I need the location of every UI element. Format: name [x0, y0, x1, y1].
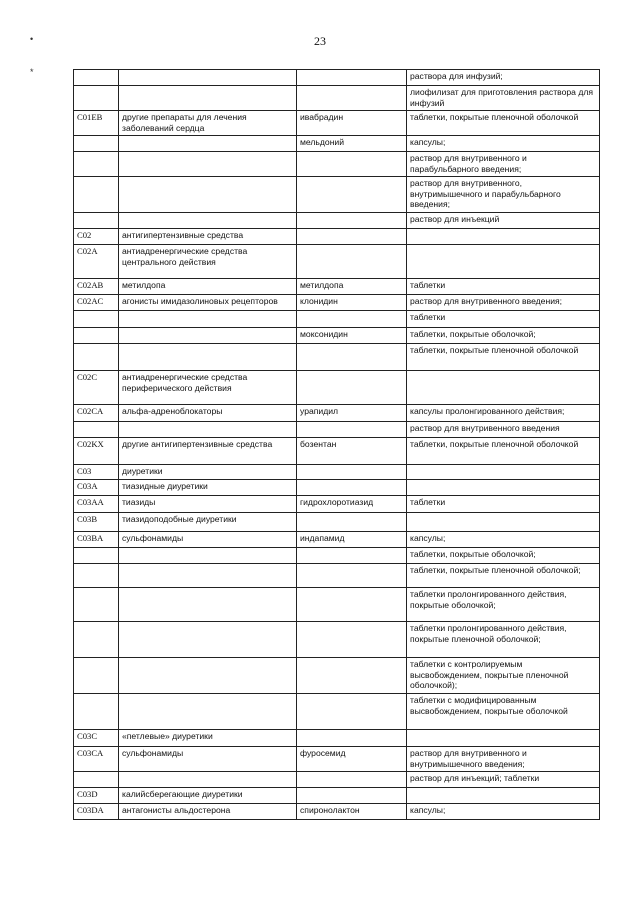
drug-table-body: [74, 70, 600, 820]
inn-cell: [297, 177, 407, 213]
group-name-cell: другие антигипертензивные средства: [119, 438, 297, 465]
table-row: [74, 788, 600, 804]
atc-code-cell: [74, 344, 119, 371]
inn-cell: [297, 480, 407, 496]
dosage-form-cell: капсулы;: [407, 532, 600, 548]
group-name-cell: [119, 213, 297, 229]
group-name-cell: метилдопа: [119, 279, 297, 295]
inn-cell: [297, 772, 407, 788]
page-number: 23: [314, 34, 326, 48]
inn-cell: [297, 588, 407, 622]
inn-cell: [297, 465, 407, 480]
group-name-cell: другие препараты для лечения заболеваний сердца: [119, 111, 297, 136]
atc-code-cell: C03CA: [74, 747, 119, 772]
group-name-cell: «петлевые» диуретики: [119, 730, 297, 747]
group-name-cell: [119, 136, 297, 152]
atc-code-cell: C02CA: [74, 405, 119, 422]
atc-code-cell: [74, 658, 119, 694]
inn-cell: [297, 694, 407, 730]
table-row: [74, 136, 600, 152]
inn-cell: [297, 213, 407, 229]
dosage-form-cell: [407, 480, 600, 496]
table-row: [74, 152, 600, 177]
dosage-form-cell: таблетки с контролируемым высвобождением, покрытые пленочной оболочкой);: [407, 658, 600, 694]
table-row: [74, 86, 600, 111]
group-name-cell: диуретики: [119, 465, 297, 480]
dosage-form-cell: раствор для внутривенного введения;: [407, 295, 600, 311]
dosage-form-cell: раствор для инъекций; таблетки: [407, 772, 600, 788]
dosage-form-cell: [407, 371, 600, 405]
group-name-cell: тиазидные диуретики: [119, 480, 297, 496]
atc-code-cell: [74, 152, 119, 177]
inn-cell: [297, 730, 407, 747]
scan-dot: •: [30, 34, 34, 44]
drug-table: [73, 69, 600, 820]
table-row: [74, 422, 600, 438]
inn-cell: [297, 422, 407, 438]
inn-cell: гидрохлоротиазид: [297, 496, 407, 513]
dosage-form-cell: таблетки, покрытые оболочкой;: [407, 328, 600, 344]
inn-cell: моксонидин: [297, 328, 407, 344]
atc-code-cell: C02A: [74, 245, 119, 279]
atc-code-cell: [74, 694, 119, 730]
dosage-form-cell: раствор для инъекций: [407, 213, 600, 229]
dosage-form-cell: раствор для внутривенного, внутримышечного и парабульбарного введения;: [407, 177, 600, 213]
inn-cell: [297, 344, 407, 371]
group-name-cell: [119, 86, 297, 111]
inn-cell: [297, 70, 407, 86]
dosage-form-cell: [407, 245, 600, 279]
group-name-cell: [119, 422, 297, 438]
atc-code-cell: [74, 70, 119, 86]
group-name-cell: антиадренергические средства центрального действия: [119, 245, 297, 279]
inn-cell: [297, 513, 407, 532]
table-row: [74, 532, 600, 548]
dosage-form-cell: [407, 465, 600, 480]
atc-code-cell: [74, 422, 119, 438]
table-row: [74, 245, 600, 279]
atc-code-cell: C02C: [74, 371, 119, 405]
dosage-form-cell: [407, 788, 600, 804]
atc-code-cell: [74, 177, 119, 213]
atc-code-cell: C03AA: [74, 496, 119, 513]
atc-code-cell: C03A: [74, 480, 119, 496]
group-name-cell: [119, 177, 297, 213]
group-name-cell: [119, 328, 297, 344]
inn-cell: бозентан: [297, 438, 407, 465]
group-name-cell: [119, 344, 297, 371]
inn-cell: [297, 229, 407, 245]
inn-cell: фуросемид: [297, 747, 407, 772]
table-row: [74, 328, 600, 344]
inn-cell: [297, 245, 407, 279]
inn-cell: мельдоний: [297, 136, 407, 152]
group-name-cell: [119, 70, 297, 86]
atc-code-cell: [74, 622, 119, 658]
dosage-form-cell: таблетки, покрытые пленочной оболочкой: [407, 111, 600, 136]
dosage-form-cell: [407, 229, 600, 245]
atc-code-cell: C02AB: [74, 279, 119, 295]
group-name-cell: [119, 588, 297, 622]
group-name-cell: [119, 694, 297, 730]
inn-cell: клонидин: [297, 295, 407, 311]
group-name-cell: антигипертензивные средства: [119, 229, 297, 245]
group-name-cell: сульфонамиды: [119, 532, 297, 548]
atc-code-cell: [74, 213, 119, 229]
inn-cell: индапамид: [297, 532, 407, 548]
table-row: [74, 465, 600, 480]
atc-code-cell: C02: [74, 229, 119, 245]
table-row: [74, 564, 600, 588]
dosage-form-cell: раствор для внутривенного и внутримышечного введения;: [407, 747, 600, 772]
scan-mark: *: [30, 67, 34, 77]
atc-code-cell: [74, 564, 119, 588]
dosage-form-cell: таблетки: [407, 496, 600, 513]
group-name-cell: [119, 152, 297, 177]
group-name-cell: антиадренергические средства периферического действия: [119, 371, 297, 405]
atc-code-cell: [74, 548, 119, 564]
inn-cell: [297, 658, 407, 694]
atc-code-cell: [74, 86, 119, 111]
group-name-cell: [119, 548, 297, 564]
atc-code-cell: C01EB: [74, 111, 119, 136]
dosage-form-cell: таблетки, покрытые пленочной оболочкой;: [407, 564, 600, 588]
dosage-form-cell: лиофилизат для приготовления раствора для инфузий: [407, 86, 600, 111]
atc-code-cell: C03B: [74, 513, 119, 532]
atc-code-cell: [74, 311, 119, 328]
table-row: [74, 311, 600, 328]
group-name-cell: [119, 311, 297, 328]
dosage-form-cell: таблетки: [407, 311, 600, 328]
table-row: [74, 111, 600, 136]
atc-code-cell: [74, 588, 119, 622]
table-row: [74, 513, 600, 532]
dosage-form-cell: таблетки: [407, 279, 600, 295]
atc-code-cell: [74, 136, 119, 152]
table-row: [74, 588, 600, 622]
atc-code-cell: C02KX: [74, 438, 119, 465]
table-row: [74, 279, 600, 295]
inn-cell: [297, 311, 407, 328]
table-row: [74, 622, 600, 658]
dosage-form-cell: таблетки пролонгированного действия, покрытые пленочной оболочкой;: [407, 622, 600, 658]
group-name-cell: сульфонамиды: [119, 747, 297, 772]
group-name-cell: калийсберегающие диуретики: [119, 788, 297, 804]
group-name-cell: антагонисты альдостерона: [119, 804, 297, 820]
dosage-form-cell: таблетки пролонгированного действия, покрытые оболочкой;: [407, 588, 600, 622]
table-row: [74, 213, 600, 229]
dosage-form-cell: таблетки, покрытые пленочной оболочкой: [407, 344, 600, 371]
dosage-form-cell: [407, 730, 600, 747]
table-row: [74, 496, 600, 513]
group-name-cell: тиазиды: [119, 496, 297, 513]
dosage-form-cell: капсулы;: [407, 804, 600, 820]
table-row: [74, 548, 600, 564]
table-row: [74, 658, 600, 694]
table-row: [74, 177, 600, 213]
group-name-cell: [119, 772, 297, 788]
inn-cell: [297, 564, 407, 588]
inn-cell: [297, 548, 407, 564]
dosage-form-cell: раствора для инфузий;: [407, 70, 600, 86]
dosage-form-cell: таблетки с модифицированным высвобождением, покрытые оболочкой: [407, 694, 600, 730]
group-name-cell: агонисты имидазолиновых рецепторов: [119, 295, 297, 311]
dosage-form-cell: капсулы;: [407, 136, 600, 152]
group-name-cell: [119, 564, 297, 588]
inn-cell: ивабрадин: [297, 111, 407, 136]
inn-cell: [297, 152, 407, 177]
table-row: [74, 804, 600, 820]
atc-code-cell: C03C: [74, 730, 119, 747]
group-name-cell: альфа-адреноблокаторы: [119, 405, 297, 422]
table-row: [74, 371, 600, 405]
table-row: [74, 295, 600, 311]
dosage-form-cell: таблетки, покрытые оболочкой;: [407, 548, 600, 564]
table-row: [74, 772, 600, 788]
table-row: [74, 229, 600, 245]
atc-code-cell: C03BA: [74, 532, 119, 548]
table-row: [74, 438, 600, 465]
atc-code-cell: [74, 772, 119, 788]
group-name-cell: [119, 622, 297, 658]
inn-cell: метилдопа: [297, 279, 407, 295]
table-row: [74, 730, 600, 747]
inn-cell: урапидил: [297, 405, 407, 422]
atc-code-cell: [74, 328, 119, 344]
atc-code-cell: C03: [74, 465, 119, 480]
table-row: [74, 344, 600, 371]
inn-cell: [297, 622, 407, 658]
dosage-form-cell: [407, 513, 600, 532]
table-row: [74, 480, 600, 496]
dosage-form-cell: таблетки, покрытые пленочной оболочкой: [407, 438, 600, 465]
dosage-form-cell: раствор для внутривенного и парабульбарного введения;: [407, 152, 600, 177]
atc-code-cell: C03DA: [74, 804, 119, 820]
inn-cell: [297, 788, 407, 804]
table-row: [74, 694, 600, 730]
table-row: [74, 405, 600, 422]
inn-cell: спиронолактон: [297, 804, 407, 820]
dosage-form-cell: раствор для внутривенного введения: [407, 422, 600, 438]
group-name-cell: тиазидоподобные диуретики: [119, 513, 297, 532]
inn-cell: [297, 371, 407, 405]
group-name-cell: [119, 658, 297, 694]
inn-cell: [297, 86, 407, 111]
table-row: [74, 70, 600, 86]
atc-code-cell: C03D: [74, 788, 119, 804]
atc-code-cell: C02AC: [74, 295, 119, 311]
dosage-form-cell: капсулы пролонгированного действия;: [407, 405, 600, 422]
table-row: [74, 747, 600, 772]
